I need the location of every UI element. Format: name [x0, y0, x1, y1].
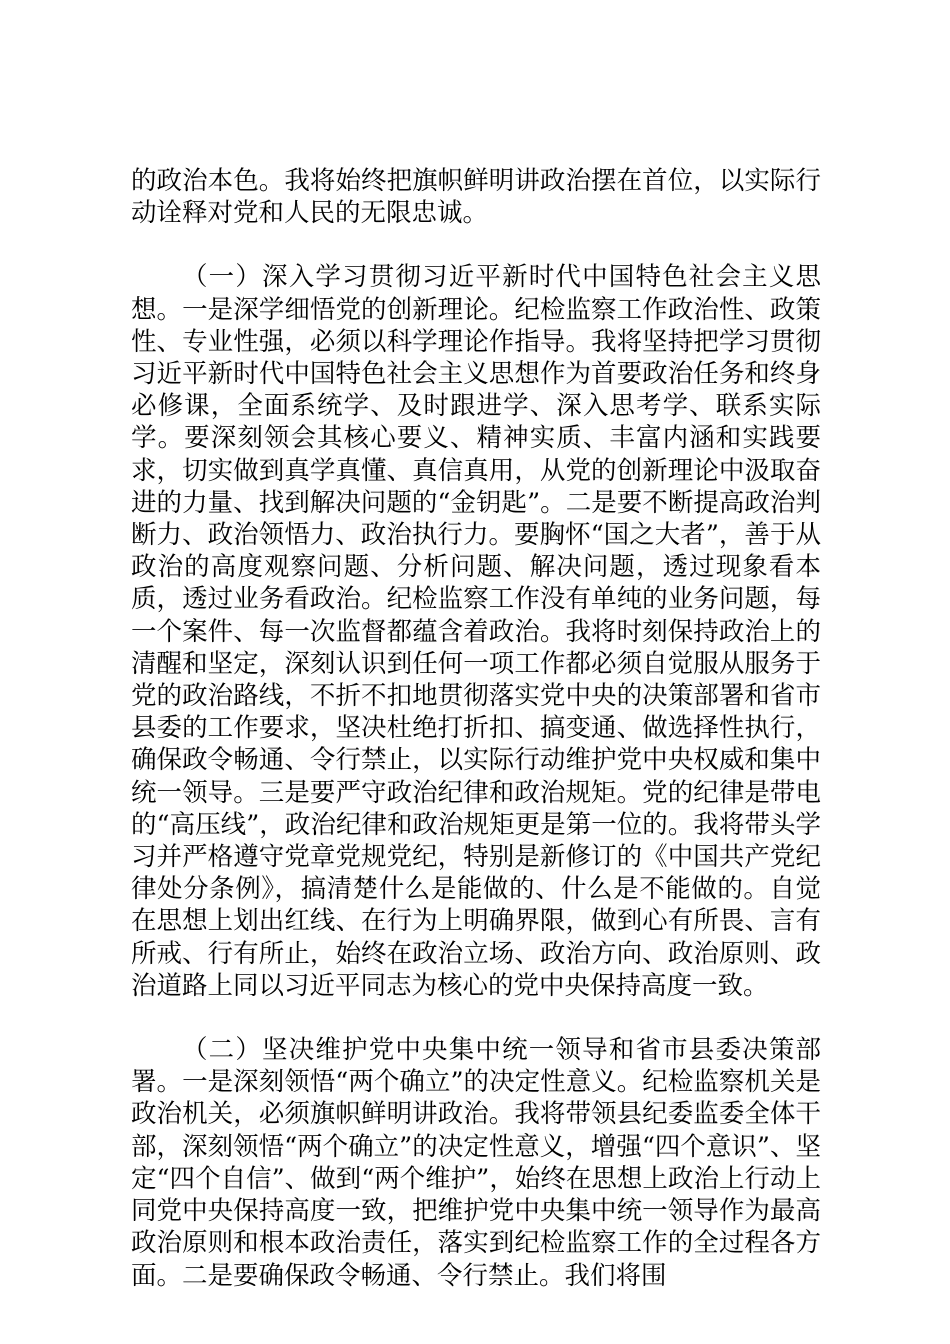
paragraph-section-one: （一）深入学习贯彻习近平新时代中国特色社会主义思想。一是深学细悟党的创新理论。纪检监察工作政治性、政策性、专业性强，必须以科学理论作指导。我将坚持把学习贯彻习近平新时代中国特色社会主义思想作为首要政治任务和终身必修课，全面系统学、及时跟进学、深入思考学、联系实际学。要深刻领会其核心要义、精神实质、丰富内涵和实践要求，切实做到真学真懂、真信真用，从党的创新理论中汲取奋进的力量、找到解决问题的“金钥匙”。二是要不断提高政治判断力、政治领悟力、政治执行力。要胸怀“国之大者”，善于从政治的高度观察问题、分析问题、解决问题，透过现象看本质，透过业务看政治。纪检监察工作没有单纯的业务问题，每一个案件、每一次监督都蕴含着政治。我将时刻保持政治上的清醒和坚定，深刻认识到任何一项工作都必须自觉服从服务于党的政治路线，不折不扣地贯彻落实党中央的决策部署和省市县委的工作要求，坚决杜绝打折扣、搞变通、做选择性执行，确保政令畅通、令行禁止，以实际行动维护党中央权威和集中统一领导。三是要严守政治纪律和政治规矩。党的纪律是带电的“高压线”，政治纪律和政治规矩更是第一位的。我将带头学习并严格遵守党章党规党纪，特别是新修订的《中国共产党纪律处分条例》，搞清楚什么是能做的、什么是不能做的。自觉在思想上划出红线、在行为上明确界限，做到心有所畏、言有所戒、行有所止，始终在政治立场、政治方向、政治原则、政治道路上同以习近平同志为核心的党中央保持高度一致。: [131, 262, 821, 1001]
paragraph-intro-continuation: 的政治本色。我将始终把旗帜鲜明讲政治摆在首位，以实际行动诠释对党和人民的无限忠诚。: [131, 166, 821, 229]
paragraph-section-two: （二）坚决维护党中央集中统一领导和省市县委决策部署。一是深刻领悟“两个确立”的决定性意义。纪检监察机关是政治机关，必须旗帜鲜明讲政治。我将带领县纪委监委全体干部，深刻领悟“两个确立”的决定性意义，增强“四个意识”、坚定“四个自信”、做到“两个维护”，始终在思想上政治上行动上同党中央保持高度一致，把维护党中央集中统一领导作为最高政治原则和根本政治责任，落实到纪检监察工作的全过程各方面。二是要确保政令畅通、令行禁止。我们将围: [131, 1035, 821, 1291]
document-body: [131, 165, 821, 1292]
